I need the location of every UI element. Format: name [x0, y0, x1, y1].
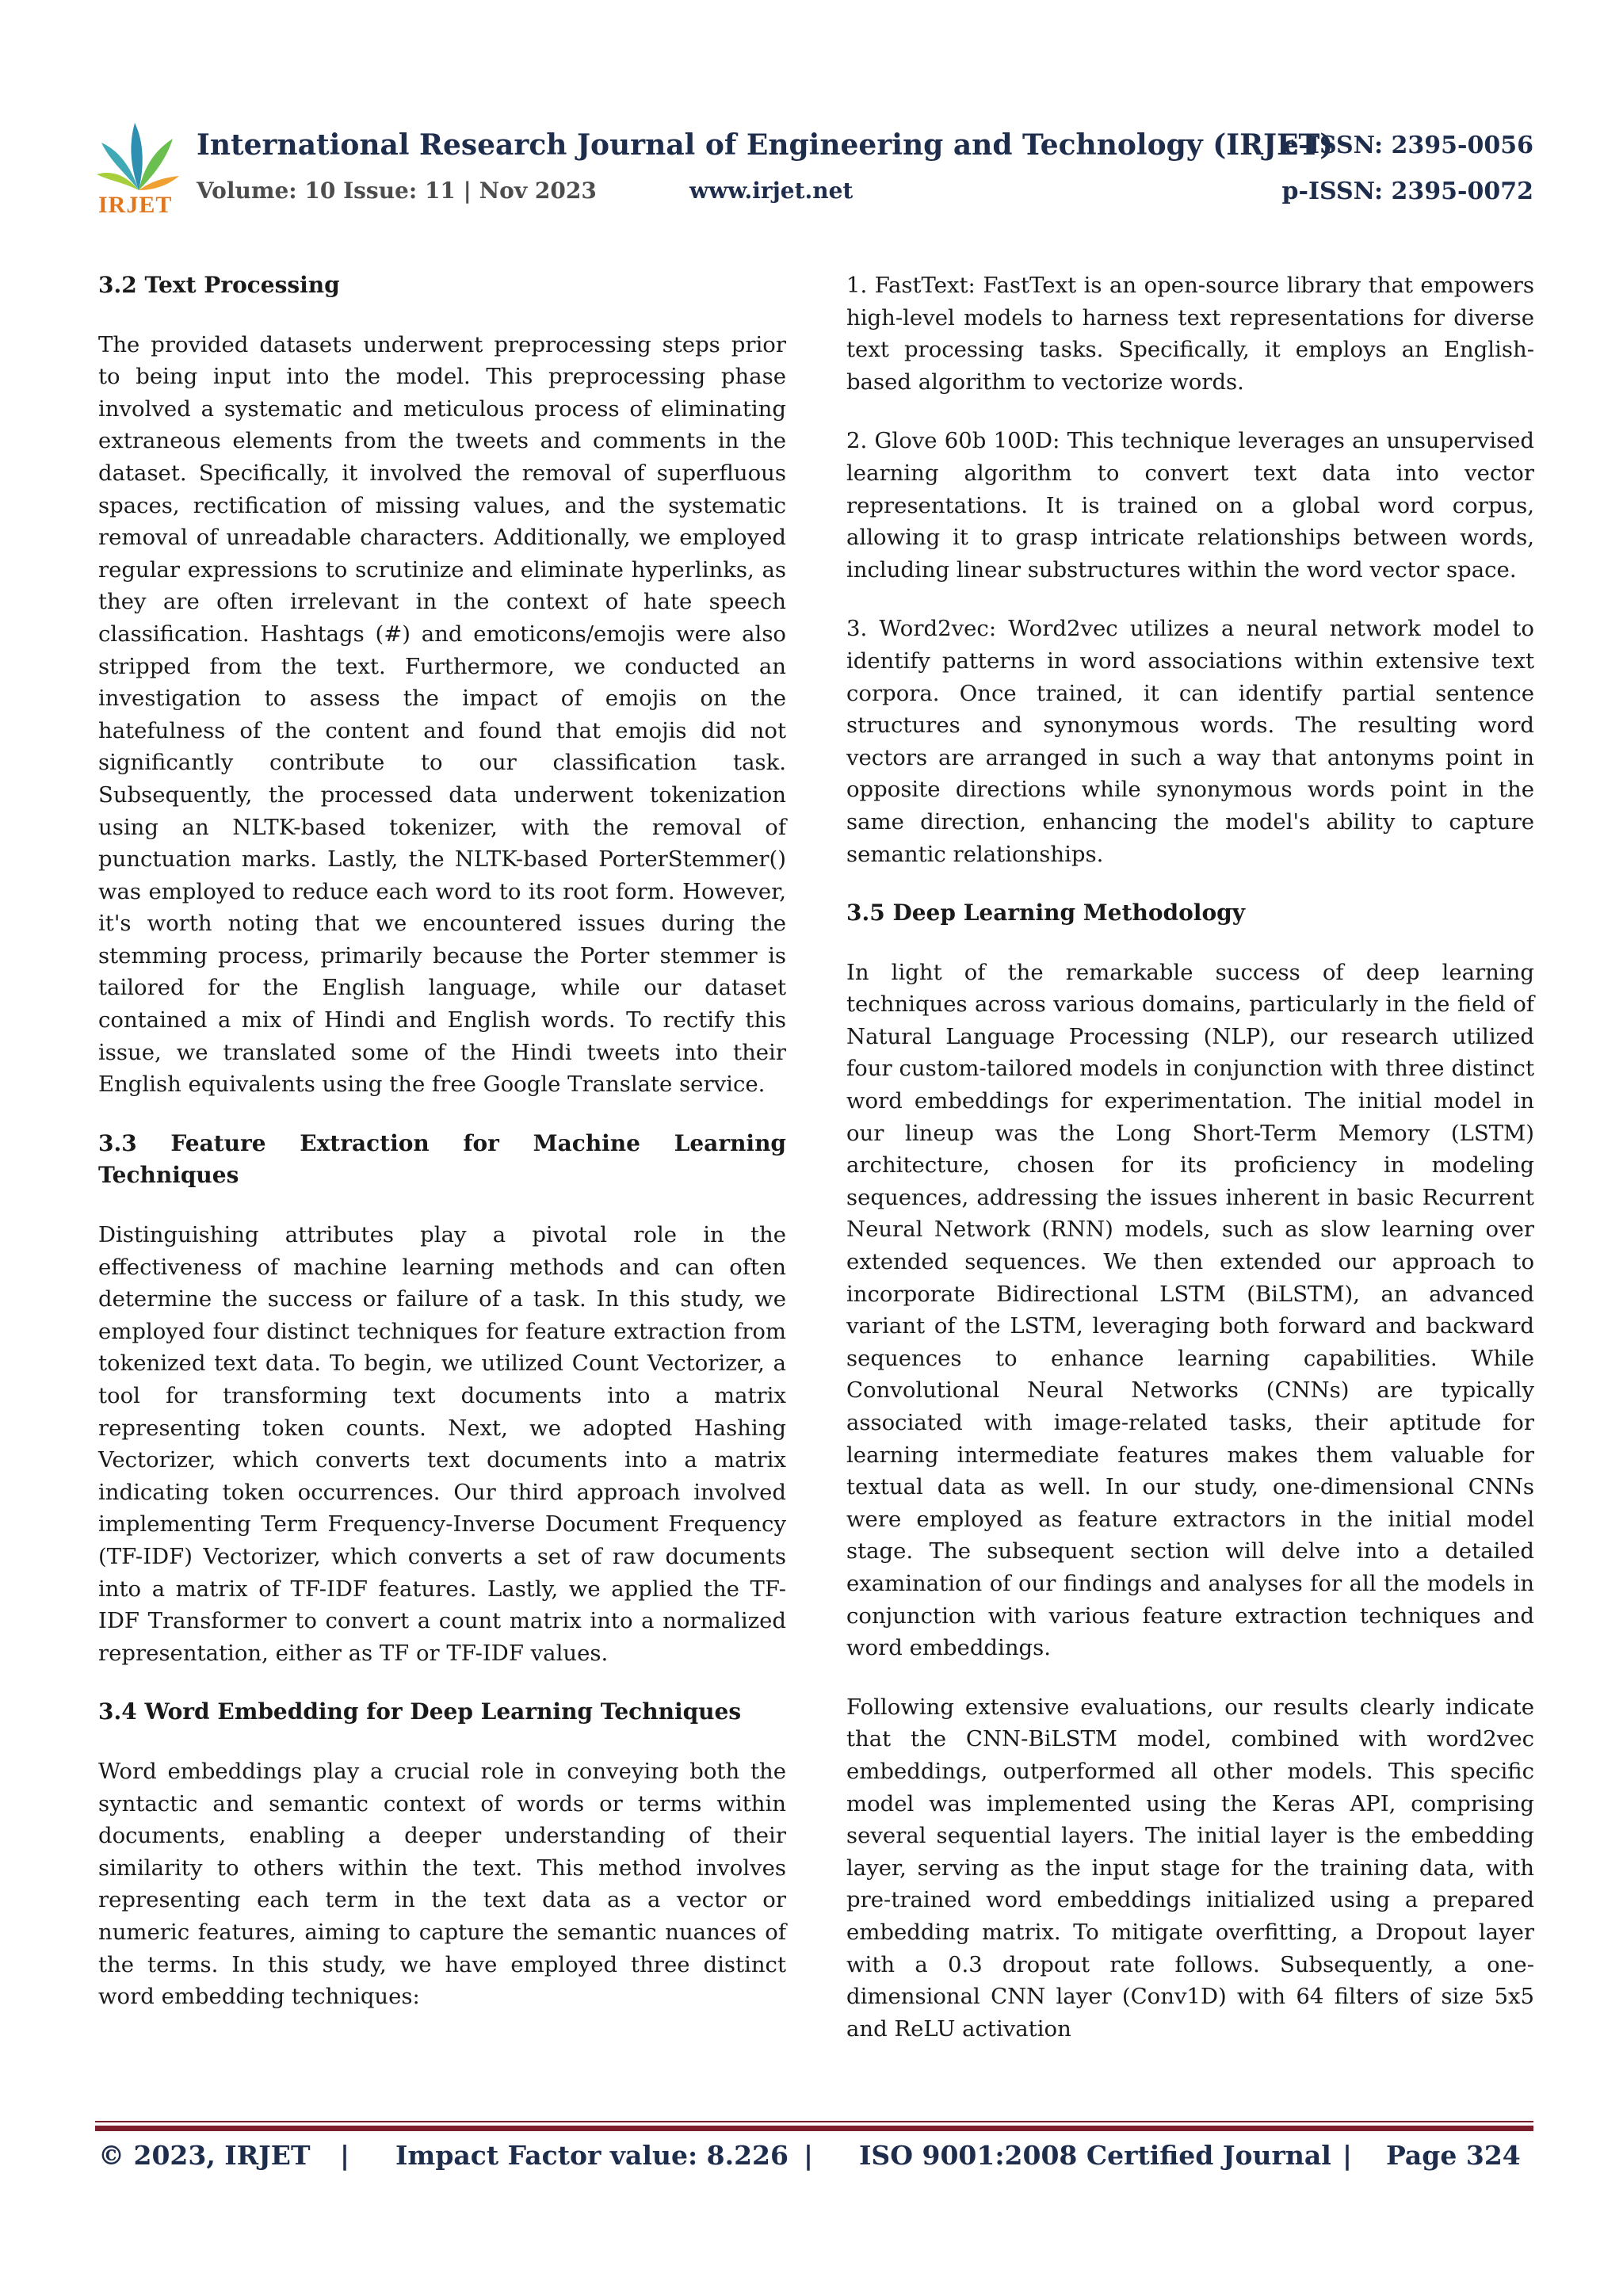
- paragraph-deep-learning-2: Following extensive evaluations, our results clearly indicate that the CNN-BiLSTM model, combined with word2vec embeddings, outperformed all other models. This specific model was implemented using the Keras API, comprising several sequential layers. The initial layer is the embedding layer, serving as the input stage for the training data, with pre-trained word embeddings initialized using a prepared embedding matrix. To mitigate overfitting, a Dropout layer with a 0.3 dropout rate follows. Subsequently, a one-dimensional CNN layer (Conv1D) with 64 filters of size 5x5 and ReLU activation: [846, 1694, 1534, 2042]
- footer-iso: ISO 9001:2008 Certified Journal: [859, 2140, 1331, 2171]
- p-issn: p-ISSN: 2395-0072: [1281, 178, 1533, 205]
- paragraph-feature-extraction: Distinguishing attributes play a pivotal role in the effectiveness of machine learning methods and can often determine the success or failure of a task. In this study, we employed four distinct techniques for feature extraction from tokenized text data. To begin, we utilized Count Vectorizer, a tool for transforming text documents into a matrix representing token counts. Next, we adopted Hashing Vectorizer, which converts text documents into a matrix indicating token occurrences. Our third approach involved implementing Term Frequency-Inverse Document Frequency (TF-IDF) Vectorizer, which converts a set of raw documents into a matrix of TF-IDF features. Lastly, we applied the TF-IDF Transformer to convert a count matrix into a normalized representation, either as TF or TF-IDF values.: [98, 1222, 786, 1666]
- journal-website: www.irjet.net: [689, 178, 854, 204]
- footer-rule-thick: [95, 2126, 1533, 2131]
- section-heading-3-3: 3.3 Feature Extraction for Machine Learning Techniques: [98, 1129, 786, 1189]
- section-heading-3-5: 3.5 Deep Learning Methodology: [846, 900, 1245, 926]
- page-header: [95, 111, 1533, 222]
- paragraph-fasttext: 1. FastText: FastText is an open-source library that empowers high-level models to harness text representations for diverse text processing tasks. Specifically, it employs an English-based algorithm to vectorize words.: [846, 273, 1534, 395]
- paragraph-deep-learning-1: In light of the remarkable success of deep learning techniques across various domains, particularly in the field of Natural Language Processing (NLP), our research utilized four custom-tailored models in conjunction with three distinct word embeddings for experimentation. The initial model in our lineup was the Long Short-Term Memory (LSTM) architecture, chosen for its proficiency in modeling sequences, addressing the issues inherent in basic Recurrent Neural Network (RNN) models, such as slow learning over extended sequences. We then extended our approach to incorporate Bidirectional LSTM (BiLSTM), an advanced variant of the LSTM, leveraging both forward and backward sequences to enhance learning capabilities. While Convolutional Neural Networks (CNNs) are typically associated with image-related tasks, their aptitude for learning intermediate features makes them valuable for textual data as well. In our study, one-dimensional CNNs were employed as feature extractors in the initial model stage. The subsequent section will delve into a detailed examination of our findings and analyses for all the models in conjunction with various feature extraction techniques and word embeddings.: [846, 959, 1534, 1661]
- footer-separator: |: [340, 2140, 350, 2171]
- section-heading-3-2: 3.2 Text Processing: [98, 272, 340, 298]
- footer-copyright: © 2023, IRJET: [98, 2140, 311, 2171]
- left-column: [98, 269, 786, 2040]
- footer-impact-factor: Impact Factor value: 8.226: [395, 2140, 789, 2171]
- paragraph-word2vec: 3. Word2vec: Word2vec utilizes a neural network model to identify patterns in word associations within extensive text corpora. Once trained, it can identify partial sentence structures and synonymous words. The resulting word vectors are arranged in such a way that antonyms point in opposite directions while synonymous words point in the same direction, enhancing the model's ability to capture semantic relationships.: [846, 616, 1534, 867]
- journal-title: International Research Journal of Engineering and Technology (IRJET): [197, 128, 1334, 162]
- volume-info: Volume: 10 Issue: 11 | Nov 2023: [197, 178, 597, 204]
- footer-page-number: Page 324: [1386, 2140, 1521, 2171]
- paragraph-word-embedding: Word embeddings play a crucial role in conveying both the syntactic and semantic context of words or terms within documents, enabling a deeper understanding of their similarity to others within the text. This method involves representing each term in the text data as a vector or numeric features, aiming to capture the semantic nuances of the terms. In this study, we have employed three distinct word embedding techniques:: [98, 1758, 786, 2010]
- logo-text: IRJET: [98, 192, 173, 218]
- footer-separator: |: [1342, 2140, 1353, 2171]
- e-issn: e-ISSN: 2395-0056: [1283, 132, 1533, 159]
- footer-rule-thin: [95, 2121, 1533, 2122]
- leaf-logo-icon: [95, 119, 182, 194]
- paragraph-glove: 2. Glove 60b 100D: This technique leverages an unsupervised learning algorithm to convert text data into vector representations. It is trained on a global word corpus, allowing it to grasp intricate relationships between words, including linear substructures within the word vector space.: [846, 428, 1534, 583]
- section-heading-3-4: 3.4 Word Embedding for Deep Learning Techniques: [98, 1698, 742, 1725]
- irjet-logo: [95, 119, 182, 218]
- right-column: [846, 269, 1534, 2072]
- paragraph-text-processing: The provided datasets underwent preprocessing steps prior to being input into the model. This preprocessing phase involved a systematic and meticulous process of eliminating extraneous elements from the tweets and comments in the dataset. Specifically, it involved the removal of superfluous spaces, rectification of missing values, and the systematic removal of unreadable characters. Additionally, we employed regular expressions to scrutinize and eliminate hyperlinks, as they are often irrelevant in the context of hate speech classification. Hashtags (#) and emoticons/emojis were also stripped from the text. Furthermore, we conducted an investigation to assess the impact of emojis on the hatefulness of the content and found that emojis did not significantly contribute to our classification task. Subsequently, the processed data underwent tokenization using an NLTK-based tokenizer, with the removal of punctuation marks. Lastly, the NLTK-based PorterStemmer() was employed to reduce each word to its root form. However, it's worth noting that we encountered issues during the stemming process, primarily because the Porter stemmer is tailored for the English language, while our dataset contained a mix of Hindi and English words. To rectify this issue, we translated some of the Hindi tweets into their English equivalents using the free Google Translate service.: [98, 331, 786, 1098]
- footer-separator: |: [804, 2140, 814, 2171]
